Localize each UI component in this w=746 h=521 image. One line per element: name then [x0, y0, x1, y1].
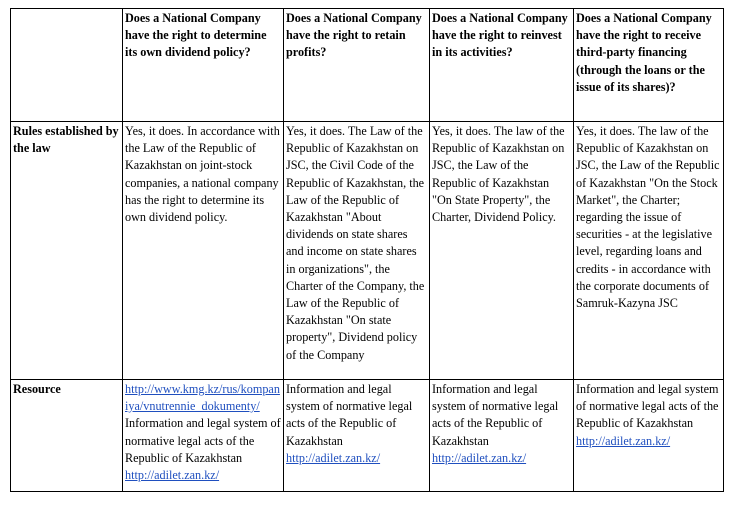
table-cell: [574, 380, 724, 492]
resource-description: Information and legal system of normative legal acts of the Republic of Kazakhstan: [432, 382, 559, 448]
row-label-rules: Rules established by the law: [11, 122, 123, 380]
adilet-link[interactable]: http://adilet.zan.kz/: [125, 468, 220, 483]
adilet-link[interactable]: http://adilet.zan.kz/: [576, 433, 671, 448]
header-cell-empty: [11, 9, 123, 122]
adilet-link[interactable]: http://adilet.zan.kz/: [432, 450, 527, 465]
resource-description: Information and legal system of normative legal acts of the Republic of Kazakhstan: [286, 382, 413, 448]
comparison-table: [10, 8, 724, 492]
kmg-documents-link[interactable]: http://www.kmg.kz/rus/kompaniya/vnutrennie_dokumenty/: [125, 382, 280, 414]
header-cell-dividend-policy: Does a National Company have the right to determine its own dividend policy?: [123, 9, 284, 122]
table-row: [11, 380, 724, 492]
resource-description: Information and legal system of normative legal acts of the Republic of Kazakhstan: [576, 382, 719, 431]
table-cell: Yes, it does. The Law of the Republic of Kazakhstan on JSC, the Civil Code of the Republic of Kazakhstan, the Law of the Republic of Kazakhstan "About dividends on state shares and income on state shares in organizations", the Charter of the Company, the Law of the Republic of Kazakhstan "On state property", Dividend policy of the Company: [284, 122, 430, 380]
table-cell: [430, 380, 574, 492]
table-cell: [123, 380, 284, 492]
table-cell: Yes, it does. The law of the Republic of Kazakhstan on JSC, the Law of the Republic of Kazakhstan "On State Property", the Charter, Dividend Policy.: [430, 122, 574, 380]
resource-description: Information and legal system of normative legal acts of the Republic of Kazakhstan: [125, 416, 281, 465]
header-cell-retain-profits: Does a National Company have the right to retain profits?: [284, 9, 430, 122]
table-row: [11, 122, 724, 380]
header-cell-third-party-financing: Does a National Company have the right to receive third-party financing (through the loans or the issue of its shares)?: [574, 9, 724, 122]
table-cell: [284, 380, 430, 492]
header-cell-reinvest: Does a National Company have the right to reinvest in its activities?: [430, 9, 574, 122]
table-cell: Yes, it does. The law of the Republic of Kazakhstan on JSC, the Law of the Republic of Kazakhstan "On the Stock Market", the Charter; regarding the issue of securities - at the legislative level, regarding loans and credits - in accordance with the corporate documents of Samruk-Kazyna JSC: [574, 122, 724, 380]
table-header-row: [11, 9, 724, 122]
table-cell: Yes, it does. In accordance with the Law of the Republic of Kazakhstan on joint-stock companies, a national company has the right to determine its own dividend policy.: [123, 122, 284, 380]
adilet-link[interactable]: http://adilet.zan.kz/: [286, 450, 381, 465]
row-label-resource: Resource: [11, 380, 123, 492]
